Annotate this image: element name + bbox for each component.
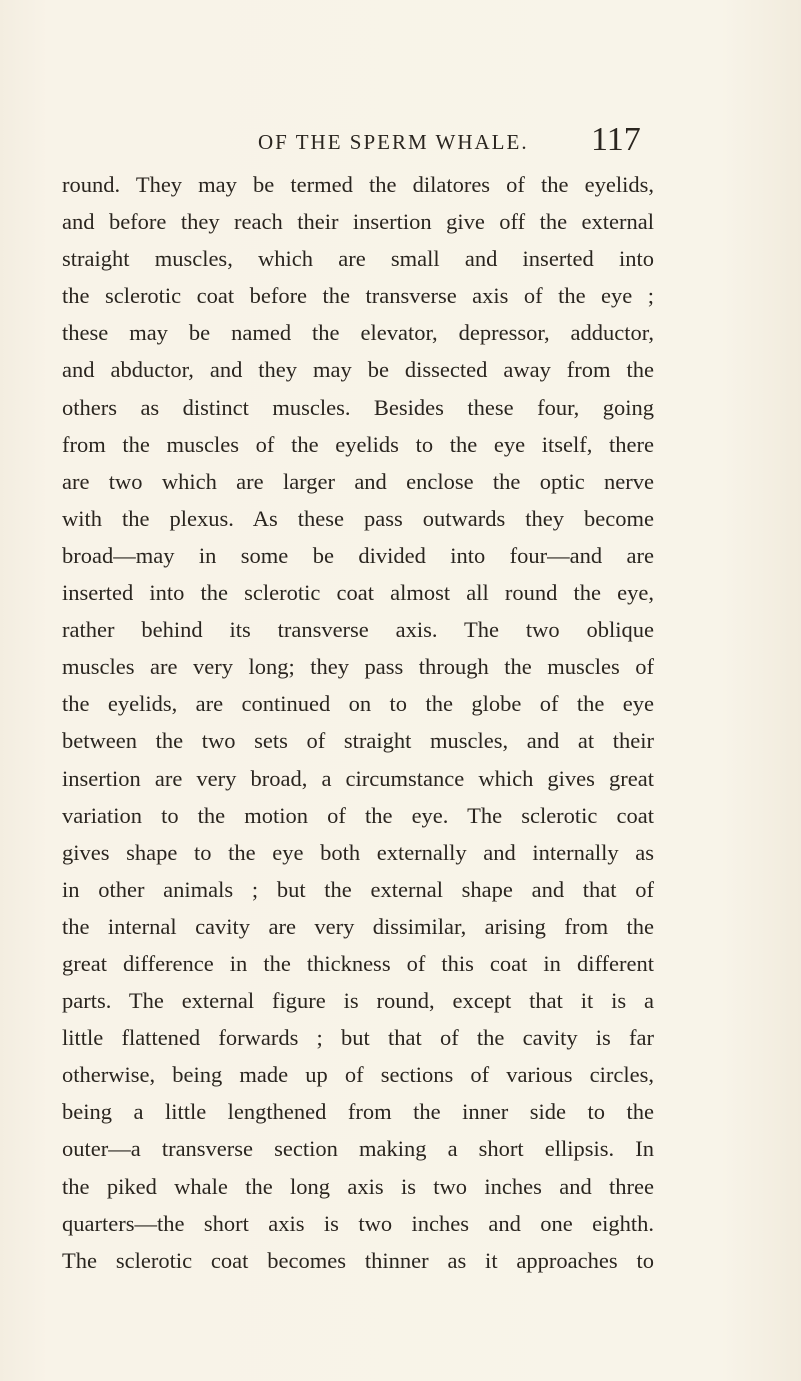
text-line: outer—a transverse section making a short ellipsis. In <box>62 1136 654 1162</box>
text-line: these may be named the elevator, depressor, adductor, <box>62 320 654 346</box>
text-line: from the muscles of the eyelids to the eye itself, there <box>62 431 654 457</box>
text-line: parts. The external figure is round, except that it is a <box>62 988 654 1014</box>
text-line: otherwise, being made up of sections of various circles, <box>62 1062 654 1088</box>
text-line: round. They may be termed the dilatores of the eyelids, <box>62 172 654 197</box>
text-line: gives shape to the eye both externally and internally as <box>62 839 654 865</box>
text-line: are two which are larger and enclose the optic nerve <box>62 468 654 494</box>
text-line: the internal cavity are very dissimilar, arising from the <box>62 913 654 939</box>
text-line: rather behind its transverse axis. The two oblique <box>62 617 654 643</box>
text-line: inserted into the sclerotic coat almost all round the eye, <box>62 580 654 606</box>
text-line: great difference in the thickness of this coat in different <box>62 950 654 976</box>
text-line: The sclerotic coat becomes thinner as it approaches to <box>62 1247 654 1273</box>
text-line: being a little lengthened from the inner side to the <box>62 1099 654 1125</box>
text-line: between the two sets of straight muscles, and at their <box>62 728 654 754</box>
text-line: broad—may in some be divided into four—and are <box>62 542 654 568</box>
text-line: others as distinct muscles. Besides these four, going <box>62 394 654 420</box>
running-title: OF THE SPERM WHALE. <box>258 130 529 154</box>
text-line: insertion are very broad, a circumstance which gives great <box>62 765 654 791</box>
text-line: muscles are very long; they pass through the muscles of <box>62 654 654 680</box>
text-line: straight muscles, which are small and inserted into <box>62 246 654 272</box>
text-line: variation to the motion of the eye. The sclerotic coat <box>62 802 654 828</box>
body-paragraph <box>62 166 654 1279</box>
text-line: the eyelids, are continued on to the globe of the eye <box>62 691 654 717</box>
text-line: quarters—the short axis is two inches and one eighth. <box>62 1210 654 1236</box>
text-line: little flattened forwards ; but that of the cavity is far <box>62 1025 654 1051</box>
text-line: the piked whale the long axis is two inches and three <box>62 1173 654 1199</box>
text-line: with the plexus. As these pass outwards they become <box>62 505 654 531</box>
text-line: and abductor, and they may be dissected away from the <box>62 357 654 383</box>
text-line: in other animals ; but the external shape and that of <box>62 876 654 902</box>
page-number: 117 <box>591 121 641 158</box>
text-line: the sclerotic coat before the transverse axis of the eye ; <box>62 283 654 309</box>
text-line: and before they reach their insertion give off the external <box>62 209 654 235</box>
